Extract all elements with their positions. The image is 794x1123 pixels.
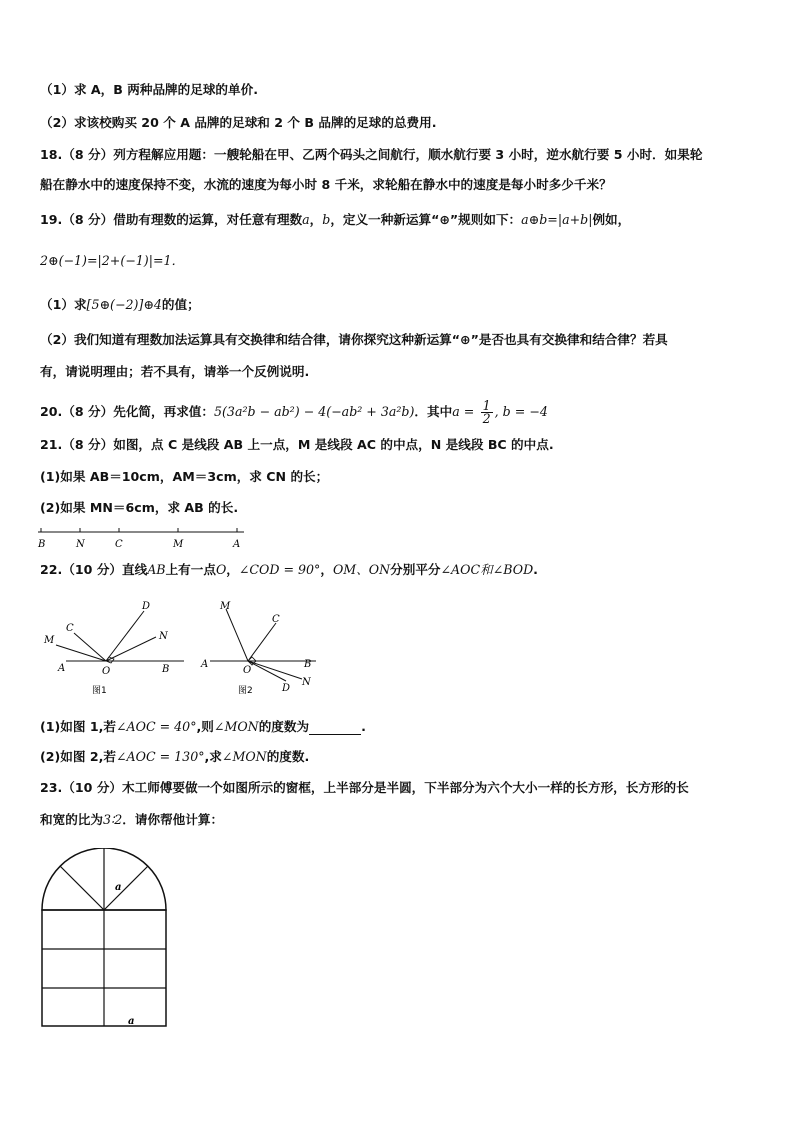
fig1-label-o: O <box>102 666 111 677</box>
figure-1 <box>40 595 190 695</box>
q22-p1-angle: ∠AOC = 40° <box>116 719 197 734</box>
q22-sep2: ， <box>320 562 333 577</box>
point-m-label: M <box>173 539 184 550</box>
q19-part1-prefix: （1）求 <box>40 297 87 312</box>
fig1-label-m: M <box>44 635 55 646</box>
q23-line1: 23.（10 分）木工师傅要做一个如图所示的窗框，上半部分是半圆，下半部分为六个大小一样的长方形，长方形的长 <box>40 780 689 795</box>
q19-part2-line2: 有，请说明理由；若不具有，请举一个反例说明. <box>40 364 310 379</box>
fig2-label-c: C <box>272 614 280 625</box>
q20-cond-a: a = <box>452 404 475 419</box>
window-frame-figure <box>40 848 170 1028</box>
q22-p2-angle: ∠AOC = 130° <box>116 749 205 764</box>
frame-label-top: a <box>115 882 122 893</box>
rays-om-on: OM、ON <box>332 562 391 577</box>
q19-rule: a⊕b=|a+b| <box>521 212 593 227</box>
angles-aoc-bod: ∠AOC和∠BOD <box>440 562 534 577</box>
fraction-numerator: 1 <box>482 398 491 413</box>
point-c-label: C <box>115 539 123 550</box>
q20-prefix: 20.（8 分）先化简，再求值： <box>40 404 214 419</box>
q22-p2-ask: ,求 <box>204 749 222 764</box>
q19-part1-suffix: 的值； <box>161 297 200 312</box>
fig2-label-o: O <box>243 665 252 676</box>
fig2-label-b: B <box>304 659 312 670</box>
fig2-label-a: A <box>201 659 209 670</box>
q23-line2 <box>40 812 223 828</box>
q19-part2-line1: （2）我们知道有理数加法运算具有交换律和结合律，请你探究这种新运算“⊕”是否也具有交换律和结合律？若具 <box>40 332 668 347</box>
point-b-label: B <box>38 539 46 550</box>
fig1-label-n: N <box>159 631 168 642</box>
q19-part1-expr: [5⊕(−2)]⊕4 <box>86 297 162 312</box>
point-o: O <box>215 562 227 577</box>
q22-p1-then: ,则 <box>196 719 214 734</box>
q22-prefix: 22.（10 分）直线 <box>40 562 148 577</box>
q19-part1 <box>40 297 200 313</box>
answer-blank[interactable] <box>309 722 361 735</box>
q18-line1: 18.（8 分）列方程解应用题：一艘轮船在甲、乙两个码头之间航行，顺水航行要 3 小时，逆水航行要 5 小时．如果轮 <box>40 147 703 162</box>
q22-sep1: ， <box>226 562 239 577</box>
q20-cond-b: , b = −4 <box>494 404 548 419</box>
q19-intro: 19.（8 分）借助有理数的运算，对任意有理数 <box>40 212 303 227</box>
q21-line1: 21.（8 分）如图，点 C 是线段 AB 上一点，M 是线段 AC 的中点，N 是线段 BC 的中点. <box>40 437 554 452</box>
q23-ratio-prefix: 和宽的比为 <box>40 812 103 827</box>
q22-p1-suffix: 的度数为 <box>258 719 310 734</box>
q23-ratio: 3∶2 <box>102 812 123 827</box>
fig1-label-d: D <box>142 601 151 612</box>
point-a-label: A <box>233 539 241 550</box>
fig1-label-b: B <box>162 664 170 675</box>
q17-part1: （1）求 A，B 两种品牌的足球的单价. <box>40 82 258 97</box>
q23-ratio-suffix: ．请你帮他计算： <box>122 812 224 827</box>
fig1-label-a: A <box>58 663 66 674</box>
q21-part1: (1)如果 AB＝10cm，AM＝3cm，求 CN 的长； <box>40 469 329 484</box>
q22-p2-mon: ∠MON <box>221 749 267 764</box>
q22-line1 <box>40 562 538 578</box>
fig2-caption: 图2 <box>238 686 253 695</box>
fig2-label-n: N <box>302 677 311 688</box>
point-n-label: N <box>76 539 85 550</box>
q20-expression: 5(3a²b − ab²) − 4(−ab² + 3a²b) <box>214 404 415 419</box>
fig2-label-d: D <box>282 683 291 694</box>
q22-text2: 分别平分 <box>390 562 441 577</box>
fig1-caption: 图1 <box>92 686 107 695</box>
q22-p1-end: . <box>361 719 366 734</box>
fraction-denominator: 2 <box>482 411 491 426</box>
q19-example: 2⊕(−1)=|2+(−1)|=1． <box>40 253 185 268</box>
q22-p2-prefix: (2)如图 2,若 <box>40 749 116 764</box>
q21-part2: (2)如果 MN＝6cm，求 AB 的长. <box>40 500 239 515</box>
q19-line1 <box>40 212 630 228</box>
q20-fraction <box>481 400 493 425</box>
tick-marks <box>41 528 237 532</box>
comma: ， <box>309 212 323 227</box>
frame-label-bottom: a <box>128 1016 135 1027</box>
fig2-label-m: M <box>220 601 231 612</box>
q22-p2-suffix: 的度数. <box>266 749 310 764</box>
q22-part1 <box>40 719 366 735</box>
q22-end: . <box>533 562 538 577</box>
q19-example-label: 例如， <box>592 212 631 227</box>
q22-part2 <box>40 749 309 765</box>
q17-part2: （2）求该校购买 20 个 A 品牌的足球和 2 个 B 品牌的足球的总费用. <box>40 115 437 130</box>
q20-line <box>40 400 548 425</box>
angle-cod: ∠COD = 90° <box>238 562 321 577</box>
segment-figure <box>34 525 254 551</box>
fig1-label-c: C <box>66 623 74 634</box>
var-b: b <box>322 212 331 227</box>
q20-where: ．其中 <box>414 404 453 419</box>
line-ab: AB <box>147 562 166 577</box>
q22-text1: 上有一点 <box>165 562 216 577</box>
q22-p1-prefix: (1)如图 1,若 <box>40 719 116 734</box>
var-a: a <box>302 212 310 227</box>
q22-p1-mon: ∠MON <box>213 719 259 734</box>
figure-2 <box>198 595 328 695</box>
q18-line2: 船在静水中的速度保持不变，水流的速度为每小时 8 千米，求轮船在静水中的速度是每小时多少千米？ <box>40 177 612 192</box>
q19-rule-intro: ，定义一种新运算“⊕”规则如下： <box>330 212 522 227</box>
